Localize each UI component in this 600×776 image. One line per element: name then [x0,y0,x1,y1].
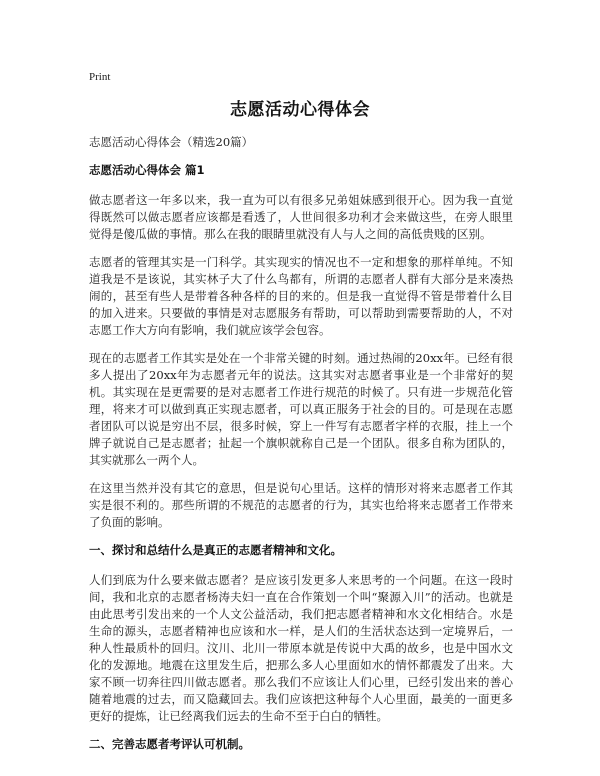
paragraph: 做志愿者这一年多以来，我一直为可以有很多兄弟姐妹感到很开心。因为我一直觉得既然可以做志愿者应该都是看透了，人世间很多功利才会来做这些，在旁人眼里觉得是傻瓜做的事情。那么在我的眼睛里就没有人与人之间的高低贵贱的区别。 [89,193,513,241]
paragraph: 人们到底为什么要来做志愿者？是应该引发更多人来思考的一个问题。在这一段时间，我和北京的志愿者杨涛夫妇一直在合作策划一个叫“聚源入川”的活动。也就是由此思考引发出来的一个人文公益活动，我们把志愿者精神和水文化相结合。水是生命的源头，志愿者精神也应该和水一样，是人们的生活状态达到一定境界后，一种人性最质朴的回归。汶川、北川一带原本就是传说中大禹的故乡，也是中国水文化的发源地。地震在这里发生后，把那么多人心里面如水的情怀都震发了出来。大家不顾一切奔往四川做志愿者。那么我们不应该让人们心里，已经引发出来的善心随着地震的过去，而又隐藏回去。我们应该把这种每个人心里面，最美的一面更多更好的提炼，让已经离我们远去的生命不至于白白的牺牲。 [89,573,513,723]
document-title: 志愿活动心得体会 [230,100,370,120]
paragraph: 在这里当然并没有其它的意思，但是说句心里话。这样的情形对将来志愿者工作其实是很不利的。那些所谓的不规范的志愿者的行为，其实也给将来志愿者工作带来了负面的影响。 [89,481,513,529]
paragraph: 志愿者的管理其实是一门科学。其实现实的情况也不一定和想象的那样单纯。不知道我是不是该说，其实林子大了什么鸟都有，所谓的志愿者人群有大部分是来凑热闹的，甚至有些人是带着各种各样的目的来的。但是我一直觉得不管是带着什么目的加入进来。只要做的事情是对志愿服务有帮助，可以帮助到需要帮助的人，不对志愿工作大方向有影响，我们就应该学会包容。 [89,255,513,337]
subsection-heading: 一、探讨和总结什么是真正的志愿者精神和文化。 [89,543,342,557]
section-heading: 志愿活动心得体会 篇1 [89,163,205,177]
subsection-heading: 二、完善志愿者考评认可机制。 [89,737,250,751]
print-link[interactable]: Print [89,71,111,83]
paragraph: 现在的志愿者工作其实是处在一个非常关键的时刻。通过热闹的20xx年。已经有很多人提出了20xx年为志愿者元年的说法。这其实对志愿者事业是一个非常好的契机。其实现在是更需要的是对志愿者工作进行规范的时候了。只有进一步规范化管理，将来才可以做到真正实现志愿者，可以真正服务于社会的目的。可是现在志愿者团队可以说是穷出不层，很多时候，穿上一件写有志愿者字样的衣服，挂上一个牌子就说自己是志愿者；扯起一个旗帜就称自己是一个团队。很多自称为团队的，其实就那么一两个人。 [89,351,513,467]
document-subtitle: 志愿活动心得体会（精选20篇） [89,135,254,149]
article-body [89,162,513,766]
